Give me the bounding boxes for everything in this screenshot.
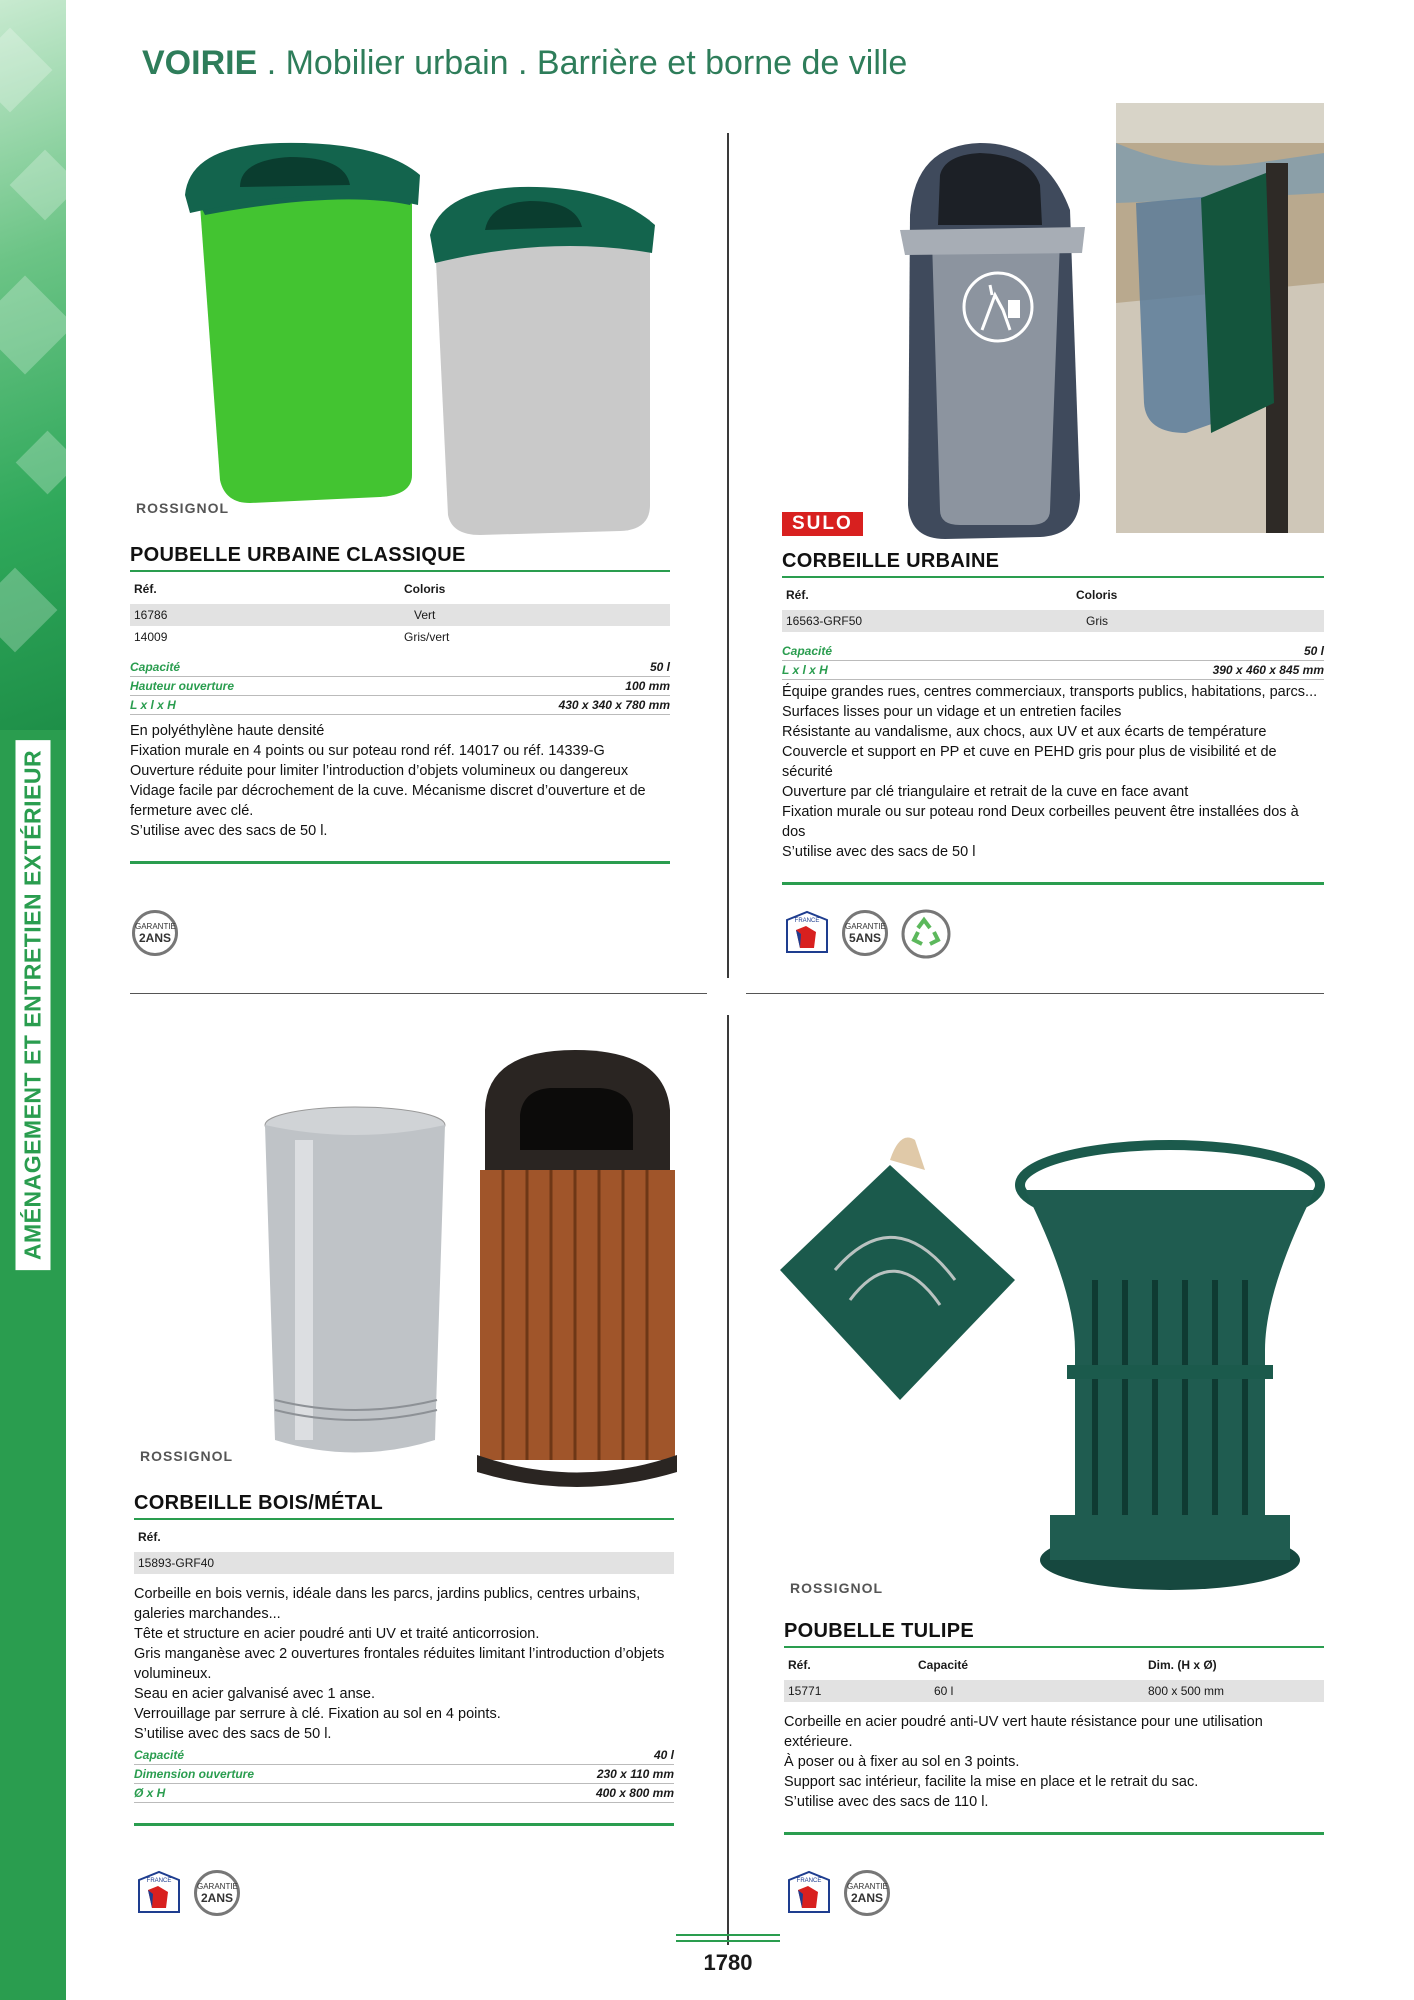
recycle-icon	[900, 908, 952, 960]
spec-value: 430 x 340 x 780 mm	[558, 698, 670, 712]
spec-row	[134, 1784, 674, 1803]
made-in-france-icon	[784, 910, 830, 956]
cell-coloris: Vert	[400, 604, 670, 626]
badge-value: 2ANS	[138, 931, 171, 945]
svg-text:FRANCE: FRANCE	[146, 1878, 172, 1884]
spec-row	[782, 642, 1324, 661]
reference-table	[784, 1654, 1324, 1702]
warranty-badge	[844, 1870, 890, 1916]
product-title: POUBELLE URBAINE CLASSIQUE	[130, 544, 670, 572]
section-end-line	[782, 882, 1324, 885]
desc-line: Équipe grandes rues, centres commerciaux, transports publics, habitations, parcs...	[782, 684, 1318, 700]
page-number: 1780	[703, 1950, 753, 1975]
product-photo-sulo-bin	[870, 135, 1110, 545]
badge-value: 2ANS	[850, 1891, 883, 1905]
desc-line: S’utilise avec des sacs de 50 l.	[134, 1726, 332, 1742]
product-description	[782, 682, 1324, 862]
badge-label: GARANTIE	[847, 1882, 888, 1891]
product-card-tulipe	[784, 1620, 1324, 1835]
cell-coloris: Gris/vert	[404, 630, 450, 644]
reference-table	[782, 584, 1324, 632]
desc-line: Fixation murale en 4 points ou sur poteau rond réf. 14017 ou réf. 14339-G	[130, 743, 605, 759]
desc-line: Corbeille en bois vernis, idéale dans les parcs, jardins publics, centres urbains, galeries marchandes...	[134, 1586, 641, 1622]
spec-label: Capacité	[782, 644, 833, 658]
spec-label: Ø x H	[134, 1786, 166, 1800]
cell-capacite: 60 l	[914, 1680, 1144, 1702]
col-coloris: Coloris	[1076, 588, 1118, 602]
product-card-corbeille-urbaine	[782, 550, 1324, 885]
column-divider-top	[727, 133, 729, 978]
col-dim: Dim. (H x Ø)	[1148, 1658, 1217, 1672]
spec-row	[134, 1746, 674, 1765]
spec-label: Hauteur ouverture	[130, 679, 235, 693]
column-divider-bottom	[727, 1015, 729, 1945]
page-title-main: VOIRIE	[142, 44, 258, 82]
sidebar-decor	[0, 0, 66, 730]
warranty-badge	[194, 1870, 240, 1916]
spec-value: 400 x 800 mm	[595, 1786, 674, 1800]
badge-label: GARANTIE	[845, 922, 886, 931]
section-end-line	[130, 861, 670, 864]
page-title	[142, 44, 907, 83]
table-row	[130, 604, 670, 626]
product-card-classique	[130, 544, 670, 864]
product-title: CORBEILLE URBAINE	[782, 550, 1324, 578]
warranty-badge	[842, 910, 888, 956]
spec-value: 50 l	[1303, 644, 1324, 658]
product-description	[134, 1584, 674, 1744]
made-in-france-icon	[786, 1870, 832, 1916]
desc-line: Fixation murale ou sur poteau rond Deux corbeilles peuvent être installées dos à dos	[782, 804, 1299, 840]
svg-text:FRANCE: FRANCE	[796, 1878, 822, 1884]
col-coloris: Coloris	[404, 582, 446, 596]
sidebar	[0, 0, 66, 2000]
badge-value: 5ANS	[848, 931, 881, 945]
desc-line: Ouverture par clé triangulaire et retrait de la cuve en face avant	[782, 784, 1189, 800]
svg-text:FRANCE: FRANCE	[794, 918, 820, 924]
desc-line: Support sac intérieur, facilite la mise en place et le retrait du sac.	[784, 1774, 1199, 1790]
row-divider-left	[130, 993, 707, 994]
desc-line: S’utilise avec des sacs de 110 l.	[784, 1794, 989, 1810]
desc-line: Ouverture réduite pour limiter l’introduction d’objets volumineux ou dangereux	[130, 763, 629, 779]
desc-line: Corbeille en acier poudré anti-UV vert haute résistance pour une utilisation extérieure.	[784, 1714, 1263, 1750]
cell-ref: 15893-GRF40	[134, 1552, 674, 1574]
product-description	[130, 721, 670, 841]
product-card-bois-metal	[134, 1492, 674, 1826]
desc-line: Tête et structure en acier poudré anti UV et traité anticorrosion.	[134, 1626, 540, 1642]
badge-label: GARANTIE	[135, 922, 176, 931]
spec-label: Dimension ouverture	[134, 1767, 255, 1781]
product-title: CORBEILLE BOIS/MÉTAL	[134, 1492, 674, 1520]
cell-coloris: Gris	[1072, 610, 1324, 632]
desc-line: Surfaces lisses pour un vidage et un entretien faciles	[782, 704, 1122, 720]
col-ref: Réf.	[786, 588, 809, 602]
brand-logo-rossignol: ROSSIGNOL	[140, 1448, 234, 1464]
spec-list	[782, 642, 1324, 680]
desc-line: À poser ou à fixer au sol en 3 points.	[784, 1754, 1020, 1770]
spec-row	[130, 658, 670, 677]
spec-label: L x l x H	[130, 698, 176, 712]
col-ref: Réf.	[134, 582, 157, 596]
desc-line: S’utilise avec des sacs de 50 l.	[130, 823, 328, 839]
product-photo-beach-install	[1116, 103, 1324, 533]
warranty-badge	[132, 910, 178, 956]
table-row	[134, 1552, 674, 1574]
desc-line: Gris manganèse avec 2 ouvertures frontales réduites limitant l’introduction d’objets volumineux.	[134, 1646, 665, 1682]
cell-ref: 16563-GRF50	[782, 610, 1072, 632]
brand-logo-rossignol: ROSSIGNOL	[790, 1580, 884, 1596]
desc-line: Vidage facile par décrochement de la cuve. Mécanisme discret d’ouverture et de fermeture avec clé.	[130, 783, 646, 819]
spec-label: L x l x H	[782, 663, 828, 677]
product-photo-classic-bins	[180, 135, 670, 545]
spec-value: 40 l	[653, 1748, 674, 1762]
desc-line: Couvercle et support en PP et cuve en PEHD gris pour plus de visibilité et de sécurité	[782, 744, 1277, 780]
spec-value: 390 x 460 x 845 mm	[1212, 663, 1324, 677]
page-number-rule	[676, 1934, 780, 1942]
col-ref: Réf.	[138, 1530, 161, 1544]
col-ref: Réf.	[788, 1658, 811, 1672]
desc-line: Seau en acier galvanisé avec 1 anse.	[134, 1686, 376, 1702]
spec-list	[134, 1746, 674, 1803]
product-title: POUBELLE TULIPE	[784, 1620, 1324, 1648]
spec-row	[130, 696, 670, 715]
spec-list	[130, 658, 670, 715]
product-photo-tulip-bin	[775, 1130, 1335, 1620]
product-photo-wood-metal-bin	[245, 1040, 685, 1490]
section-title: AMÉNAGEMENT ET ENTRETIEN EXTÉRIEUR	[16, 740, 51, 1270]
spec-value: 100 mm	[625, 679, 670, 693]
table-row	[130, 626, 670, 648]
spec-row	[130, 677, 670, 696]
section-end-line	[134, 1823, 674, 1826]
made-in-france-icon	[136, 1870, 182, 1916]
spec-label: Capacité	[130, 660, 181, 674]
reference-table	[134, 1526, 674, 1574]
page-title-rest: . Mobilier urbain . Barrière et borne de ville	[257, 44, 908, 82]
desc-line: Résistante au vandalisme, aux chocs, aux UV et aux écarts de température	[782, 724, 1267, 740]
product-description	[784, 1712, 1324, 1812]
cell-dim: 800 x 500 mm	[1144, 1680, 1324, 1702]
desc-line: En polyéthylène haute densité	[130, 723, 325, 739]
brand-logo-rossignol: ROSSIGNOL	[136, 500, 230, 516]
spec-value: 230 x 110 mm	[596, 1767, 674, 1781]
row-divider-right	[746, 993, 1324, 994]
col-capacite: Capacité	[918, 1658, 969, 1672]
cell-ref: 14009	[134, 630, 168, 644]
spec-value: 50 l	[649, 660, 670, 674]
desc-line: S’utilise avec des sacs de 50 l	[782, 844, 976, 860]
spec-label: Capacité	[134, 1748, 185, 1762]
cell-ref: 15771	[784, 1680, 914, 1702]
badge-value: 2ANS	[200, 1891, 233, 1905]
spec-row	[782, 661, 1324, 680]
brand-logo-sulo: SULO	[782, 512, 863, 536]
reference-table	[130, 578, 670, 648]
desc-line: Verrouillage par serrure à clé. Fixation au sol en 4 points.	[134, 1706, 501, 1722]
table-row	[784, 1680, 1324, 1702]
cell-ref: 16786	[130, 604, 400, 626]
section-end-line	[784, 1832, 1324, 1835]
table-row	[782, 610, 1324, 632]
badge-label: GARANTIE	[197, 1882, 238, 1891]
spec-row	[134, 1765, 674, 1784]
